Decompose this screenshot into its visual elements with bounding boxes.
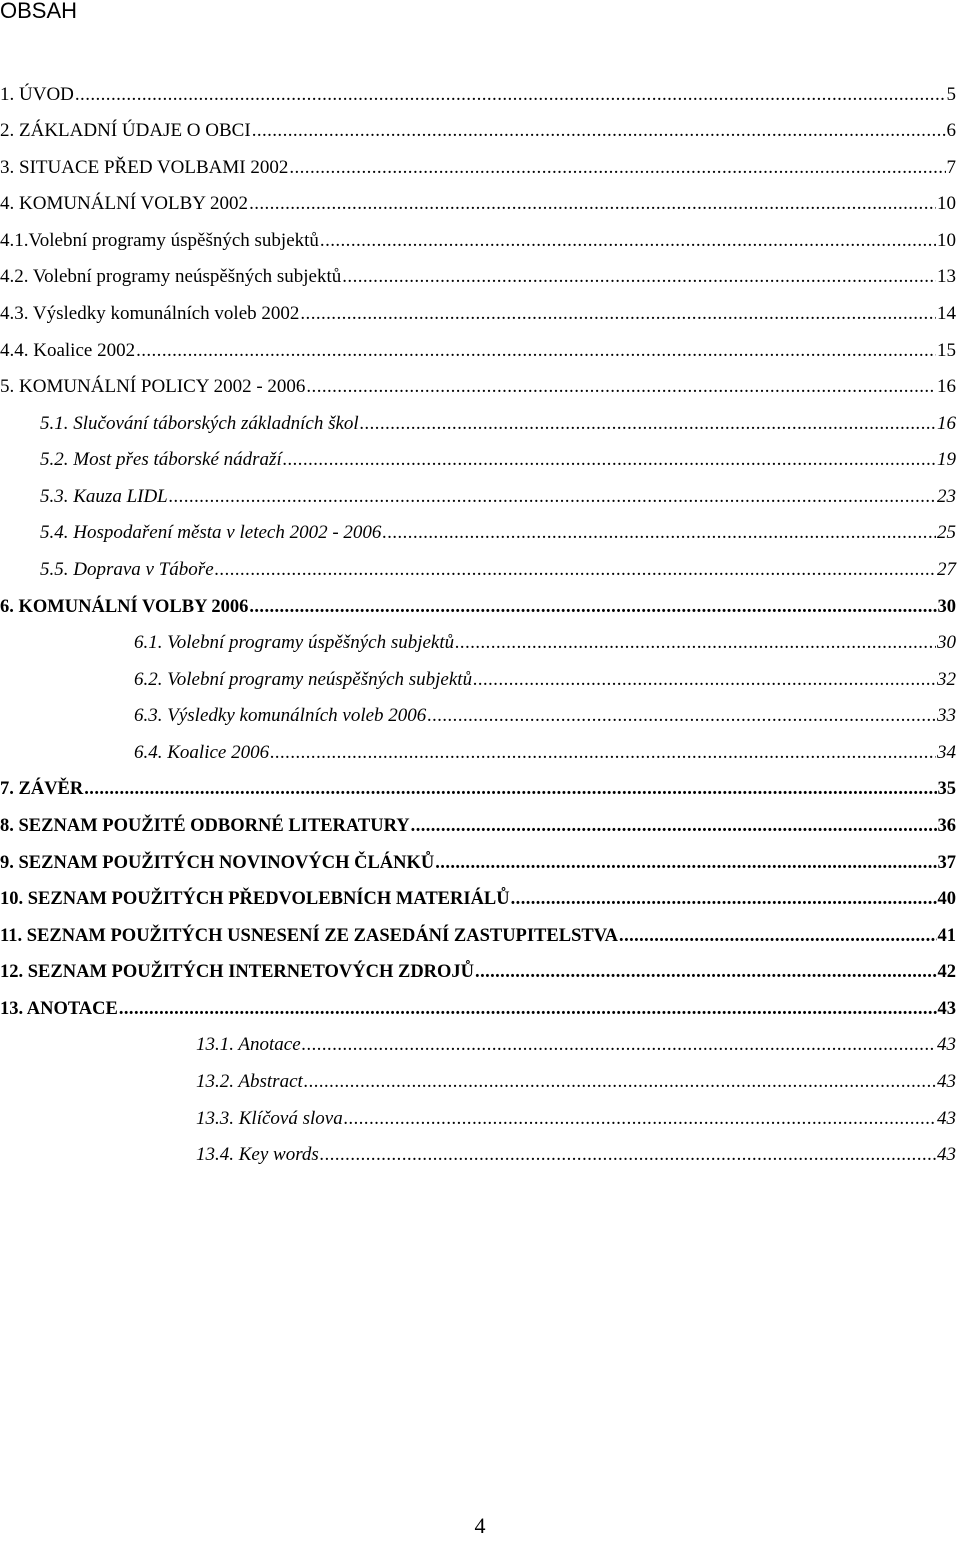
toc-leader-dots — [289, 157, 945, 179]
toc-entry-page: 10 — [937, 230, 956, 251]
toc-leader-dots — [435, 852, 936, 874]
toc-entry-page: 30 — [937, 597, 956, 617]
toc-entry[interactable] — [40, 449, 956, 471]
toc-leader-dots — [475, 961, 936, 983]
toc-leader-dots — [511, 888, 937, 910]
toc-entry-page: 19 — [937, 449, 956, 470]
toc-entry[interactable] — [0, 340, 956, 362]
toc-entry-page: 40 — [937, 889, 956, 909]
toc-entry-label: 4.2. Volební programy neúspěšných subjektů — [0, 266, 342, 287]
toc-entry[interactable] — [0, 596, 956, 618]
toc-entry[interactable] — [0, 998, 956, 1020]
toc-leader-dots — [136, 340, 936, 362]
toc-leader-dots — [302, 1034, 936, 1056]
toc-entry[interactable] — [0, 888, 956, 910]
toc-entry[interactable] — [0, 193, 956, 215]
toc-leader-dots — [75, 84, 946, 106]
toc-leader-dots — [473, 669, 936, 691]
toc-entry[interactable] — [0, 120, 956, 142]
toc-leader-dots — [84, 778, 936, 800]
toc-entry[interactable] — [0, 852, 956, 874]
toc-entry[interactable] — [0, 376, 956, 398]
toc-entry-page: 5 — [946, 84, 956, 105]
toc-entry-label: 10. SEZNAM POUŽITÝCH PŘEDVOLEBNÍCH MATERIÁLŮ — [0, 889, 510, 909]
toc-entry-label: 3. SITUACE PŘED VOLBAMI 2002 — [0, 157, 289, 178]
toc-entry[interactable] — [0, 303, 956, 325]
toc-entry[interactable] — [134, 669, 956, 691]
toc-leader-dots — [382, 522, 936, 544]
toc-entry-label: 13.4. Key words — [196, 1144, 319, 1165]
toc-entry-label: 5.5. Doprava v Táboře — [40, 559, 214, 580]
toc-leader-dots — [427, 705, 936, 727]
toc-entry-label: 6. KOMUNÁLNÍ VOLBY 2006 — [0, 597, 249, 617]
toc-entry-page: 36 — [937, 816, 956, 836]
page-number: 4 — [474, 1513, 486, 1538]
toc-entry-page: 43 — [937, 999, 956, 1019]
toc-entry[interactable] — [0, 266, 956, 288]
toc-entry-label: 5. KOMUNÁLNÍ POLICY 2002 - 2006 — [0, 376, 306, 397]
toc-entry-label: 4.1.Volební programy úspěšných subjektů — [0, 230, 319, 251]
toc-entry-page: 16 — [937, 413, 956, 434]
toc-entry-page: 13 — [937, 266, 956, 287]
toc-entry-page: 16 — [937, 376, 956, 397]
toc-entry[interactable] — [0, 230, 956, 252]
toc-entry-page: 43 — [937, 1144, 956, 1165]
toc-entry-label: 2. ZÁKLADNÍ ÚDAJE O OBCI — [0, 120, 251, 141]
toc-entry-label: 4.3. Výsledky komunálních voleb 2002 — [0, 303, 300, 324]
toc-entry[interactable] — [134, 705, 956, 727]
toc-entry-page: 7 — [946, 157, 956, 178]
toc-entry-label: 6.1. Volební programy úspěšných subjektů — [134, 632, 455, 653]
toc-entry-page: 37 — [937, 853, 956, 873]
toc-entry[interactable] — [40, 413, 956, 435]
toc-entry-page: 6 — [946, 120, 956, 141]
toc-entry-label: 5.4. Hospodaření města v letech 2002 - 2006 — [40, 522, 382, 543]
toc-entry-page: 43 — [937, 1034, 956, 1055]
toc-entry-page: 23 — [937, 486, 956, 507]
toc-leader-dots — [320, 230, 936, 252]
toc-entry-label: 12. SEZNAM POUŽITÝCH INTERNETOVÝCH ZDROJŮ — [0, 962, 475, 982]
page-title: OBSAH — [0, 0, 78, 23]
toc-leader-dots — [215, 559, 936, 581]
toc-entry[interactable] — [134, 742, 956, 764]
toc-leader-dots — [119, 998, 937, 1020]
toc-leader-dots — [283, 449, 936, 471]
toc-entry-label: 5.2. Most přes táborské nádraží — [40, 449, 282, 470]
toc-entry[interactable] — [0, 925, 956, 947]
toc-entry[interactable] — [196, 1108, 956, 1130]
toc-entry-label: 7. ZÁVĚR — [0, 779, 84, 799]
toc-entry-label: 9. SEZNAM POUŽITÝCH NOVINOVÝCH ČLÁNKŮ — [0, 853, 435, 873]
toc-entry[interactable] — [0, 815, 956, 837]
toc-entry-page: 42 — [937, 962, 956, 982]
toc-entry-label: 13.3. Klíčová slova — [196, 1108, 343, 1129]
toc-entry-page: 10 — [937, 193, 956, 214]
toc-entry[interactable] — [134, 632, 956, 654]
toc-entry-page: 30 — [937, 632, 956, 653]
toc-entry[interactable] — [0, 84, 956, 106]
toc-entry-page: 43 — [937, 1071, 956, 1092]
toc-entry-label: 5.3. Kauza LIDL — [40, 486, 168, 507]
toc-leader-dots — [304, 1071, 936, 1093]
toc-entry-label: 6.3. Výsledky komunálních voleb 2006 — [134, 705, 427, 726]
toc-entry-page: 32 — [937, 669, 956, 690]
toc-entry-page: 41 — [937, 926, 956, 946]
toc-entry-page: 43 — [937, 1108, 956, 1129]
toc-leader-dots — [619, 925, 936, 947]
toc-entry-label: 6.2. Volební programy neúspěšných subjektů — [134, 669, 473, 690]
toc-entry-label: 8. SEZNAM POUŽITÉ ODBORNÉ LITERATURY — [0, 816, 410, 836]
toc-leader-dots — [169, 486, 936, 508]
toc-entry-label: 13.1. Anotace — [196, 1034, 301, 1055]
toc-entry-page: 14 — [937, 303, 956, 324]
toc-leader-dots — [342, 266, 936, 288]
toc-entry-label: 13.2. Abstract — [196, 1071, 303, 1092]
toc-entry-page: 35 — [937, 779, 956, 799]
toc-leader-dots — [344, 1108, 936, 1130]
toc-entry[interactable] — [196, 1144, 956, 1166]
toc-entry-page: 15 — [937, 340, 956, 361]
toc-entry[interactable] — [196, 1071, 956, 1093]
toc-entry[interactable] — [0, 961, 956, 983]
toc-leader-dots — [249, 193, 936, 215]
toc-entry[interactable] — [40, 559, 956, 581]
toc-entry-label: 11. SEZNAM POUŽITÝCH USNESENÍ ZE ZASEDÁNÍ ZASTUPITELSTVA — [0, 926, 619, 946]
toc-entry[interactable] — [0, 778, 956, 800]
toc-entry-label: 13. ANOTACE — [0, 999, 118, 1019]
toc-entry-label: 4.4. Koalice 2002 — [0, 340, 136, 361]
toc-leader-dots — [411, 815, 937, 837]
toc-entry-label: 1. ÚVOD — [0, 84, 74, 105]
toc-entry[interactable] — [196, 1034, 956, 1056]
toc-leader-dots — [455, 632, 936, 654]
toc-leader-dots — [249, 596, 936, 618]
toc-leader-dots — [300, 303, 936, 325]
toc-entry[interactable] — [40, 486, 956, 508]
toc-entry[interactable] — [40, 522, 956, 544]
toc-entry-label: 4. KOMUNÁLNÍ VOLBY 2002 — [0, 193, 249, 214]
toc-leader-dots — [360, 413, 936, 435]
toc-leader-dots — [270, 742, 936, 764]
toc-entry[interactable] — [0, 157, 956, 179]
toc-leader-dots — [320, 1144, 936, 1166]
toc-entry-page: 34 — [937, 742, 956, 763]
toc-entry-label: 5.1. Slučování táborských základních škol — [40, 413, 359, 434]
toc-entry-page: 27 — [937, 559, 956, 580]
toc-leader-dots — [252, 120, 946, 142]
toc-entry-page: 33 — [937, 705, 956, 726]
toc-entry-page: 25 — [937, 522, 956, 543]
toc-entry-label: 6.4. Koalice 2006 — [134, 742, 270, 763]
toc-leader-dots — [306, 376, 936, 398]
